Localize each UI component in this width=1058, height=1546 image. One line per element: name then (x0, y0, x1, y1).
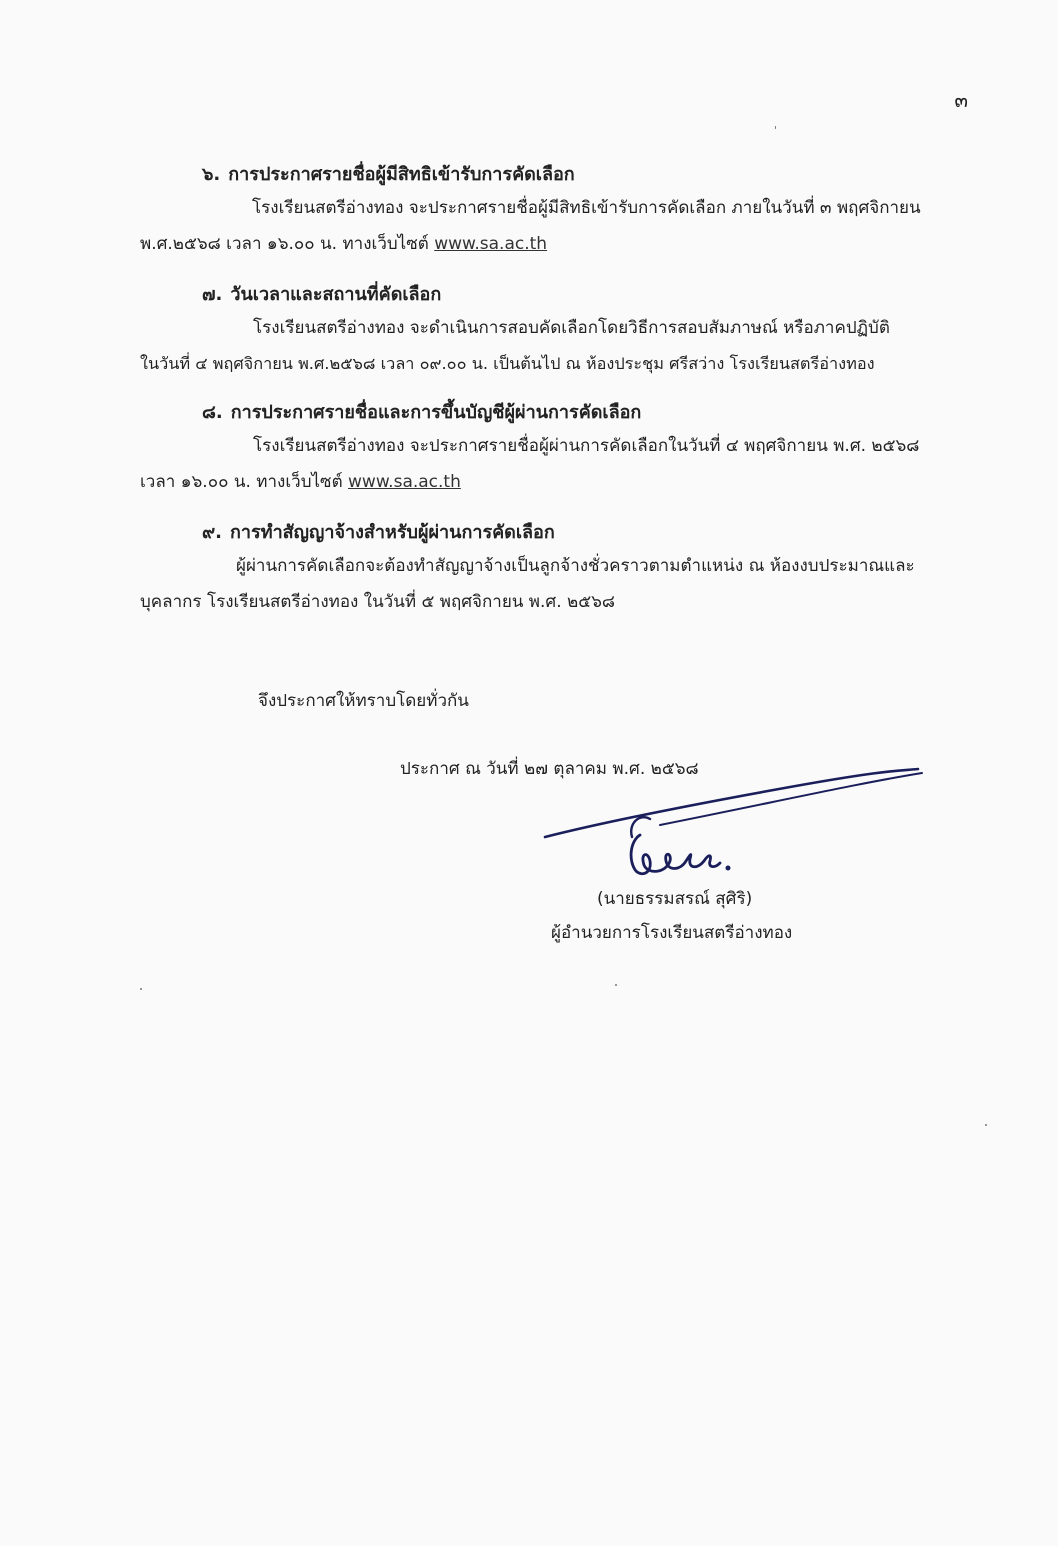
closing-statement: จึงประกาศให้ทราบโดยทั่วกัน (258, 691, 469, 711)
section-text-line: โรงเรียนสตรีอ่างทอง จะดำเนินการสอบคัดเลือกโดยวิธีการสอบสัมภาษณ์ หรือภาคปฏิบัติ (253, 318, 890, 338)
section-text-line: ผู้ผ่านการคัดเลือกจะต้องทำสัญญาจ้างเป็นลูกจ้างชั่วคราวตามตำแหน่ง ณ ห้องงบประมาณและ (236, 556, 915, 576)
section-text-line: โรงเรียนสตรีอ่างทอง จะประกาศรายชื่อผู้ผ่านการคัดเลือกในวันที่ ๔ พฤศจิกายน พ.ศ. ๒๕๖๘ (253, 436, 920, 456)
section-heading (202, 280, 970, 310)
section-text: พ.ศ.๒๕๖๘ เวลา ๑๖.๐๐ น. ทางเว็บไซต์ (140, 234, 429, 254)
section-8 (140, 398, 970, 500)
section-number: ๗. (202, 284, 223, 305)
section-number: ๘. (202, 402, 223, 423)
section-heading (202, 518, 970, 548)
signer-name: (นายธรรมสรณ์ สุศิริ) (597, 889, 753, 909)
section-text-line-2 (140, 226, 970, 262)
scan-speck (775, 126, 776, 129)
section-text-line: โรงเรียนสตรีอ่างทอง จะประกาศรายชื่อผู้มีสิทธิเข้ารับการคัดเลือก ภายในวันที่ ๓ พฤศจิกายน (252, 198, 921, 218)
section-7 (140, 280, 970, 382)
section-text-line-2: บุคลากร โรงเรียนสตรีอ่างทอง ในวันที่ ๕ พฤศจิกายน พ.ศ. ๒๕๖๘ (140, 592, 615, 612)
section-title: การประกาศรายชื่อผู้มีสิทธิเข้ารับการคัดเลือก (228, 164, 575, 185)
section-text-line-2: ในวันที่ ๔ พฤศจิกายน พ.ศ.๒๕๖๘ เวลา ๐๙.๐๐ น. เป็นต้นไป ณ ห้องประชุม ศรีสว่าง โรงเรียนสตรีอ่างทอง (140, 354, 875, 373)
section-text: เวลา ๑๖.๐๐ น. ทางเว็บไซต์ (140, 472, 343, 492)
announcement-date: ประกาศ ณ วันที่ ๒๗ ตุลาคม พ.ศ. ๒๕๖๘ (400, 759, 699, 779)
section-6 (140, 160, 970, 262)
signer-title: ผู้อำนวยการโรงเรียนสตรีอ่างทอง (551, 923, 793, 943)
section-heading (202, 160, 970, 190)
section-number: ๖. (202, 164, 221, 185)
section-title: การทำสัญญาจ้างสำหรับผู้ผ่านการคัดเลือก (230, 522, 555, 543)
section-title: วันเวลาและสถานที่คัดเลือก (230, 284, 442, 305)
section-title: การประกาศรายชื่อและการขึ้นบัญชีผู้ผ่านการคัดเลือก (230, 402, 642, 423)
section-number: ๙. (202, 522, 223, 543)
scan-speck (985, 1124, 987, 1126)
website-link[interactable]: www.sa.ac.th (434, 234, 548, 254)
scan-speck (140, 988, 142, 990)
section-9 (140, 518, 970, 620)
scan-speck (615, 984, 617, 986)
page-number: ๓ (954, 88, 968, 112)
section-text-line-2 (140, 464, 970, 500)
section-heading (202, 398, 970, 428)
signature-image (540, 765, 930, 885)
website-link[interactable]: www.sa.ac.th (348, 472, 461, 492)
